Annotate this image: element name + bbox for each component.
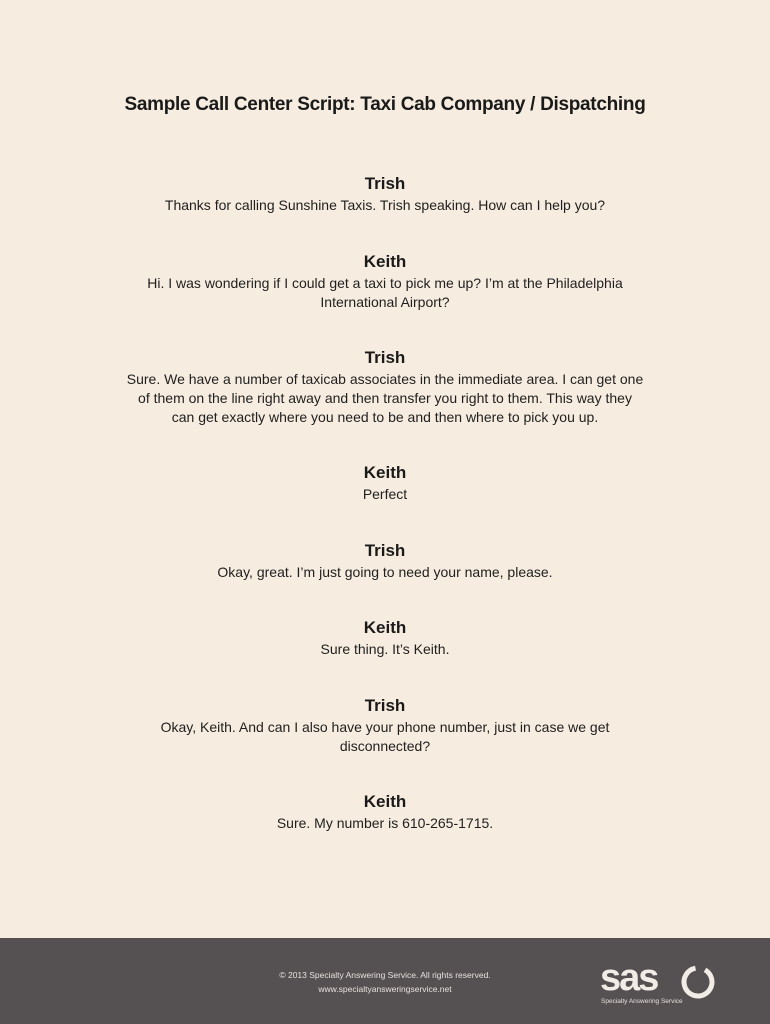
sas-logo [600, 956, 730, 1016]
speaker-name: Trish [364, 696, 406, 715]
speaker-line: Hi. I was wondering if I could get a taxi to pick me up? I’m at the Philadelphia International Airport? [147, 275, 623, 310]
logo-subtext: Specialty Answering Service [601, 998, 683, 1005]
speaker-line: Sure thing. It’s Keith. [320, 641, 450, 657]
dialogue-turn-7 [110, 696, 660, 756]
speaker-line: Sure. My number is 610-265-1715. [276, 815, 494, 831]
speaker-name: Keith [363, 463, 407, 482]
speaker-line: Perfect [362, 486, 408, 502]
speaker-name: Trish [364, 348, 406, 367]
dialogue-turn-2 [110, 252, 660, 312]
speaker-name: Keith [363, 252, 407, 271]
speaker-name: Keith [363, 792, 407, 811]
copyright-text: © 2013 Specialty Answering Service. All rights reserved. [279, 970, 491, 980]
dialogue-turn-6 [110, 618, 660, 659]
ring-logo-icon [680, 964, 716, 1000]
speaker-line: Sure. We have a number of taxicab associates in the immediate area. I can get one of them on the line right away and then transfer you right to them. This way they can get exactly where you need to be and then where to pick you up. [126, 371, 644, 425]
dialogue-turn-1 [110, 174, 660, 215]
dialogue-turn-8 [110, 792, 660, 833]
logo-wordmark: sas [600, 957, 658, 999]
speaker-line: Thanks for calling Sunshine Taxis. Trish speaking. How can I help you? [164, 197, 606, 213]
dialogue-turn-5 [110, 541, 660, 582]
speaker-line: Okay, Keith. And can I also have your phone number, just in case we get disconnected? [160, 719, 610, 754]
dialogue-turn-4 [110, 463, 660, 504]
footer-bar [0, 938, 770, 1024]
website-link[interactable]: www.specialtyansweringservice.net [318, 984, 452, 994]
speaker-line: Okay, great. I’m just going to need your name, please. [217, 564, 553, 580]
page-title: Sample Call Center Script: Taxi Cab Company / Dispatching [124, 94, 646, 115]
speaker-name: Trish [364, 174, 406, 193]
speaker-name: Keith [363, 618, 407, 637]
speaker-name: Trish [364, 541, 406, 560]
dialogue-turn-3 [110, 348, 660, 427]
